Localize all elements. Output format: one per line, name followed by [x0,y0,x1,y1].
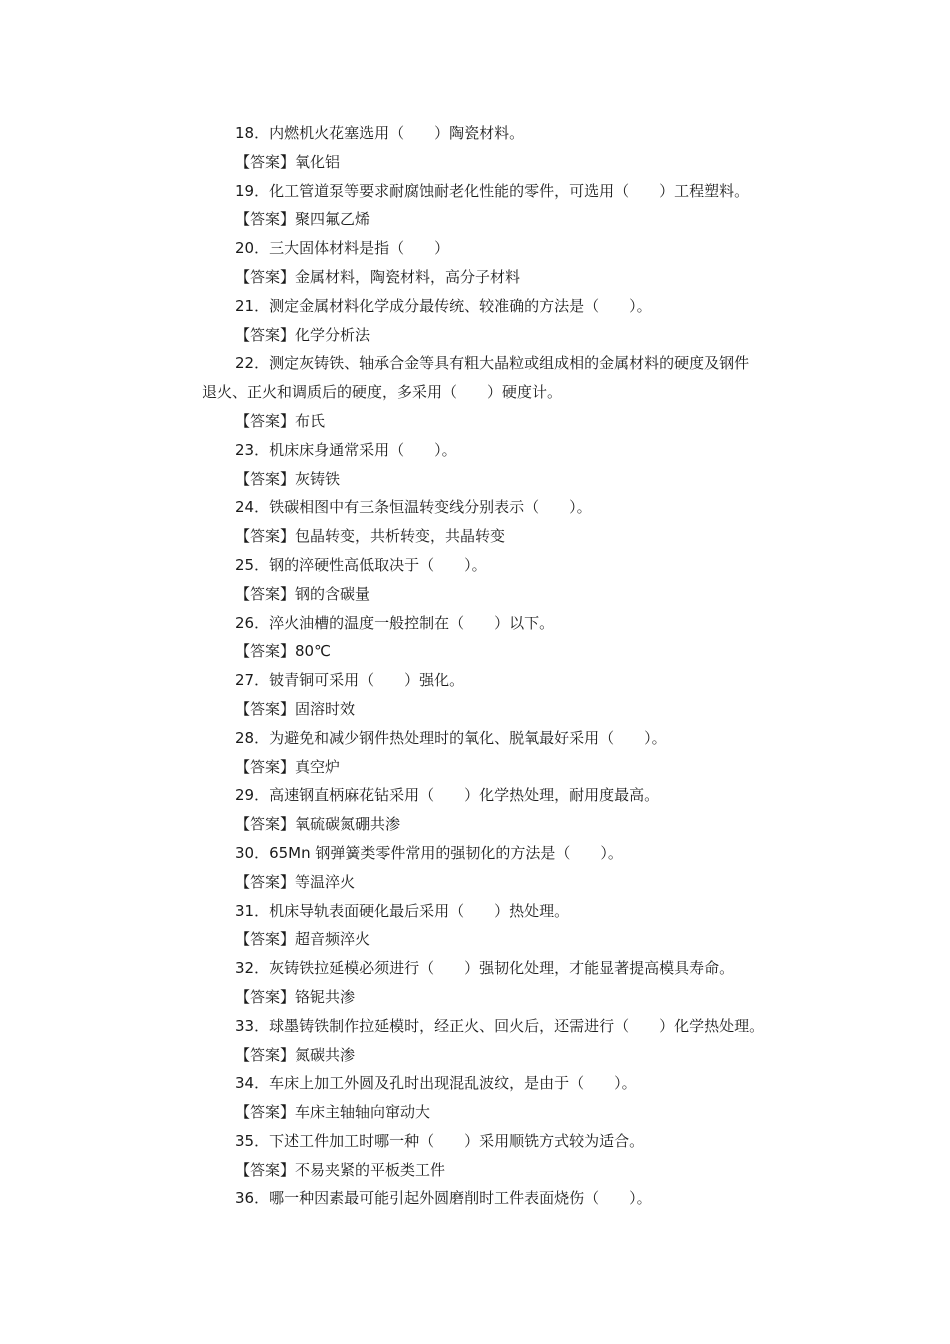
question-33: 33．球墨铸铁制作拉延模时，经正火、回火后，还需进行（ ）化学热处理。 [235,1016,765,1035]
question-29: 29．高速钢直柄麻花钻采用（ ）化学热处理，耐用度最高。 [235,786,660,805]
answer-20: 【答案】金属材料，陶瓷材料，高分子材料 [235,267,521,286]
answer-22: 【答案】布氏 [235,411,326,430]
answer-28: 【答案】真空炉 [235,757,341,776]
question-36: 36．哪一种因素最可能引起外圆磨削时工件表面烧伤（ ）。 [235,1189,652,1208]
question-30: 30．65Mn 钢弹簧类零件常用的强韧化的方法是（ ）。 [235,843,623,862]
question-20: 20．三大固体材料是指（ ） [235,239,450,258]
answer-34: 【答案】车床主轴轴向窜动大 [235,1103,431,1122]
question-32: 32．灰铸铁拉延模必须进行（ ）强韧化处理，才能显著提高模具寿命。 [235,959,735,978]
question-27: 27．铍青铜可采用（ ）强化。 [235,671,465,690]
answer-31: 【答案】超音频淬火 [235,930,371,949]
answer-18: 【答案】氧化铝 [235,152,341,171]
answer-32: 【答案】铬铌共渗 [235,987,356,1006]
question-25: 25．钢的淬硬性高低取决于（ ）。 [235,555,487,574]
question-21: 21．测定金属材料化学成分最传统、较准确的方法是（ ）。 [235,296,652,315]
question-35: 35．下述工件加工时哪一种（ ）采用顺铣方式较为适合。 [235,1131,645,1150]
answer-27: 【答案】固溶时效 [235,699,356,718]
question-18: 18．内燃机火花塞选用（ ）陶瓷材料。 [235,124,525,142]
answer-30: 【答案】等温淬火 [235,872,356,891]
answer-24: 【答案】包晶转变，共析转变，共晶转变 [235,527,506,546]
answer-35: 【答案】不易夹紧的平板类工件 [235,1160,446,1179]
question-28: 28．为避免和减少钢件热处理时的氧化、脱氧最好采用（ ）。 [235,728,667,747]
question-34: 34．车床上加工外圆及孔时出现混乱波纹，是由于（ ）。 [235,1074,637,1093]
question-31: 31．机床导轨表面硬化最后采用（ ）热处理。 [235,901,570,920]
answer-25: 【答案】钢的含碳量 [235,584,371,603]
question-24: 24．铁碳相图中有三条恒温转变线分别表示（ ）。 [235,498,592,517]
answer-29: 【答案】氧硫碳氮硼共渗 [235,815,401,834]
question-26: 26．淬火油槽的温度一般控制在（ ）以下。 [235,613,555,632]
question-list [202,119,842,1213]
question-22: 22．测定灰铸铁、轴承合金等具有粗大晶粒或组成相的金属材料的硬度及钢件 [235,354,750,373]
question-19: 19．化工管道泵等要求耐腐蚀耐老化性能的零件，可选用（ ）工程塑料。 [235,181,750,200]
answer-23: 【答案】灰铸铁 [235,469,341,488]
answer-33: 【答案】氮碳共渗 [235,1045,356,1064]
answer-19: 【答案】聚四氟乙烯 [235,210,371,229]
answer-26: 【答案】80℃ [235,642,331,661]
question-22-continued: 退火、正火和调质后的硬度，多采用（ ）硬度计。 [202,383,563,402]
answer-21: 【答案】化学分析法 [235,325,371,344]
question-23: 23．机床床身通常采用（ ）。 [235,440,457,459]
